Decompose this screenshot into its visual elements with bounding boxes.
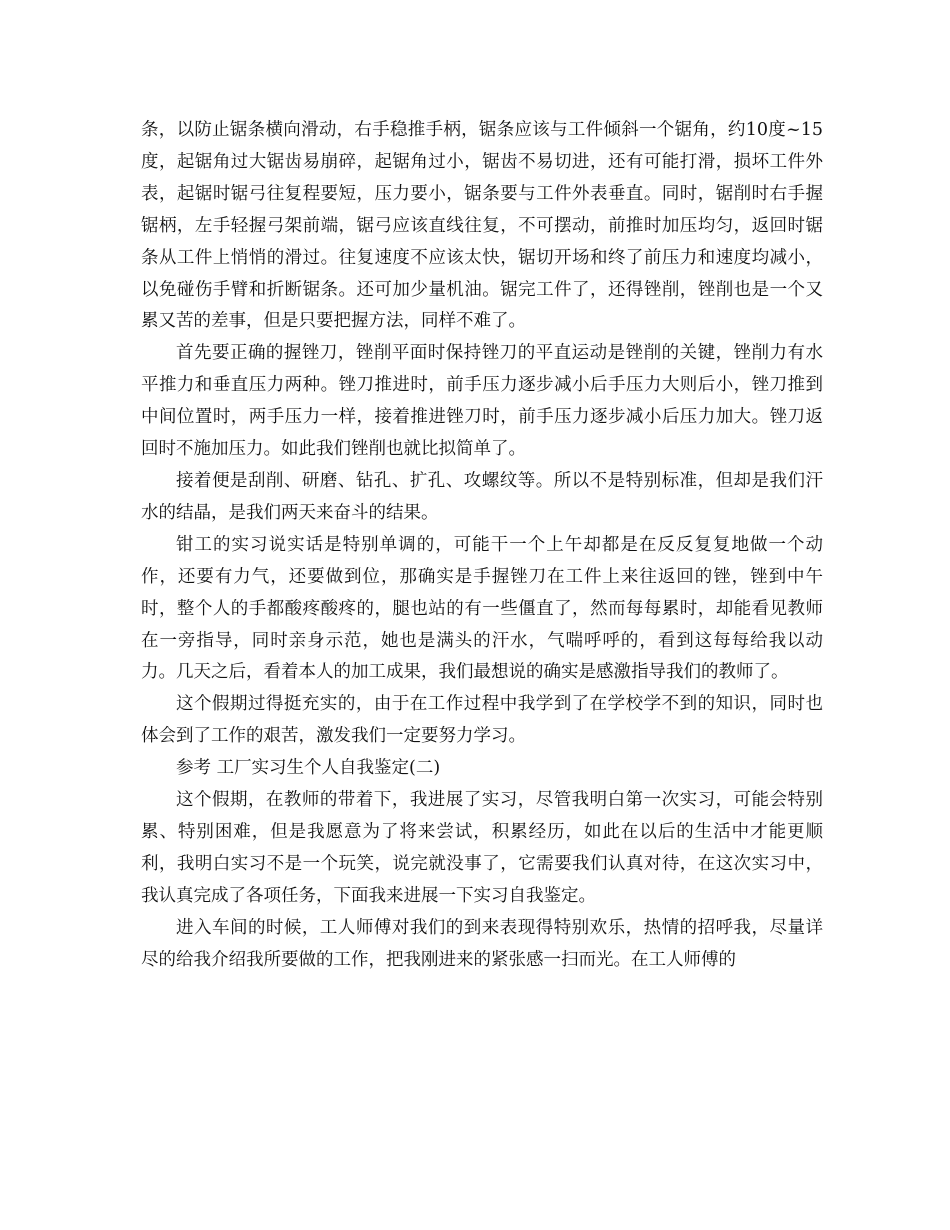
body-text [141, 115, 823, 976]
paragraph-4: 钳工的实习说实话是特别单调的，可能干一个上午却都是在反反复复地做一个动作，还要有力气，还要做到位，那确实是手握锉刀在工件上来往返回的锉，锉到中午时，整个人的手都酸疼酸疼的，腿也站的有一些僵直了，然而每每累时，却能看见教师在一旁指导，同时亲身示范，她也是满头的汗水，气喘呼呼的，看到这每每给我以动力。几天之后，看着本人的加工成果，我们最想说的确实是感激指导我们的教师了。 [141, 534, 823, 683]
paragraph-5: 这个假期过得挺充实的，由于在工作过程中我学到了在学校学不到的知识，同时也体会到了工作的艰苦，激发我们一定要努力学习。 [141, 694, 823, 747]
paragraph-6: 这个假期，在教师的带着下，我进展了实习，尽管我明白第一次实习，可能会特别累、特别困难，但是我愿意为了将来尝试，积累经历，如此在以后的生活中才能更顺利，我明白实习不是一个玩笑，说完就没事了，它需要我们认真对待，在这次实习中，我认真完成了各项任务，下面我来进展一下实习自我鉴定。 [141, 790, 823, 906]
paragraph-2: 首先要正确的握锉刀，锉削平面时保持锉刀的平直运动是锉削的关键，锉削力有水平推力和垂直压力两种。锉刀推进时，前手压力逐步减小后手压力大则后小，锉刀推到中间位置时，两手压力一样，接着推进锉刀时，前手压力逐步减小后压力加大。锉刀返回时不施加压力。如此我们锉削也就比拟简单了。 [141, 343, 823, 460]
section-heading: 参考 工厂实习生个人自我鉴定(二) [176, 758, 441, 779]
paragraph-3: 接着便是刮削、研磨、钻孔、扩孔、攻螺纹等。所以不是特别标准，但却是我们汗水的结晶，是我们两天来奋斗的结果。 [141, 470, 823, 523]
paragraph-7: 进入车间的时候，工人师傅对我们的到来表现得特别欢乐，热情的招呼我，尽量详尽的给我介绍我所要做的工作，把我刚进来的紧张感一扫而光。在工人师傅的 [141, 917, 823, 970]
paragraph-1: 条，以防止锯条横向滑动，右手稳推手柄，锯条应该与工件倾斜一个锯角，约10度~15度，起锯角过大锯齿易崩碎，起锯角过小，锯齿不易切进，还有可能打滑，损坏工件外表，起锯时锯弓往复程要短，压力要小，锯条要与工件外表垂直。同时，锯削时右手握锯柄，左手轻握弓架前端，锯弓应该直线往复，不可摆动，前推时加压均匀，返回时锯条从工件上悄悄的滑过。往复速度不应该太快，锯切开场和终了前压力和速度均减小，以免碰伤手臂和折断锯条。还可加少量机油。锯完工件了，还得锉削，锉削也是一个又累又苦的差事，但是只要把握方法，同样不难了。 [141, 120, 823, 332]
